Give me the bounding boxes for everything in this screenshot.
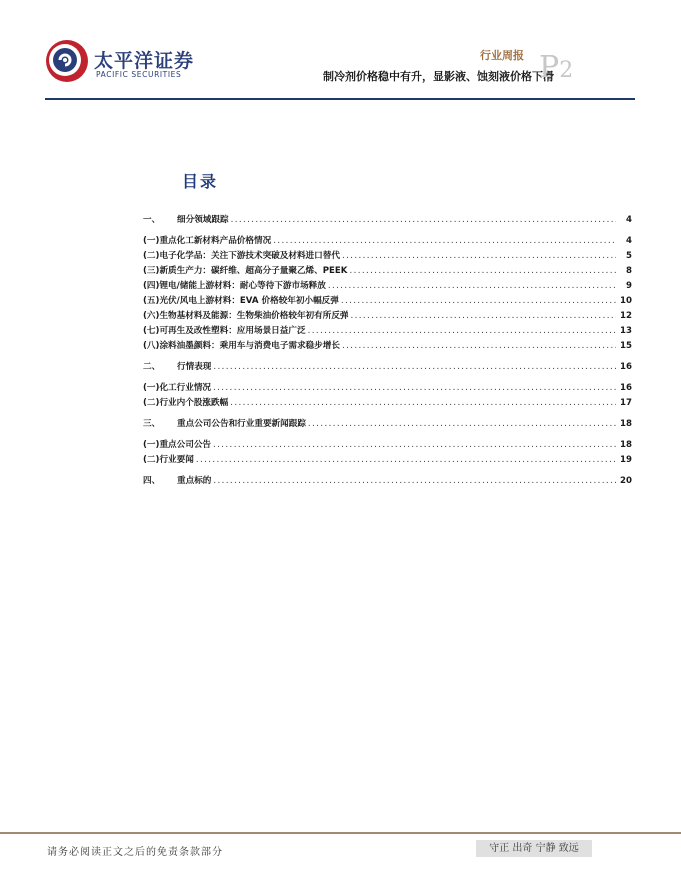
toc-entry-page: 15 [620, 341, 632, 351]
toc-entry-title: 重点公司公告 [159, 440, 212, 450]
toc-entry-title: 电子化学品：关注下游技术突破及材料进口替代 [159, 251, 340, 261]
table-of-contents [143, 210, 632, 486]
toc-entry-page: 20 [620, 476, 632, 486]
toc-entry[interactable] [143, 246, 632, 261]
toc-entry-page: 9 [626, 281, 632, 291]
toc-entry-page: 4 [626, 236, 632, 246]
toc-entry-page: 18 [620, 440, 632, 450]
toc-leader-dots [213, 476, 616, 486]
toc-entry-page: 19 [620, 455, 632, 465]
toc-leader-dots [196, 455, 616, 465]
toc-leader-dots [342, 341, 616, 351]
toc-entry-title: 可再生及改性塑料：应用场景日益广泛 [159, 326, 306, 336]
toc-entry-title: 重点标的 [177, 476, 212, 486]
toc-entry-number: (七) [143, 326, 160, 336]
toc-entry-title: 细分领域跟踪 [177, 215, 229, 225]
toc-entry-number: 三、 [143, 419, 161, 429]
toc-leader-dots [328, 281, 616, 291]
toc-leader-dots [230, 398, 616, 408]
toc-entry-number: 一、 [143, 215, 161, 225]
report-type: 行业周报 [480, 49, 524, 62]
toc-entry[interactable] [143, 471, 632, 486]
toc-entry-title: 新质生产力：碳纤维、超高分子量聚乙烯、PEEK [159, 266, 348, 276]
header-divider [45, 98, 635, 100]
toc-entry-page: 16 [620, 362, 632, 372]
logo-text-en: PACIFIC SECURITIES [96, 70, 182, 79]
toc-entry-title: 重点公司公告和行业重要新闻跟踪 [177, 419, 306, 429]
pacific-securities-logo-icon [44, 38, 90, 84]
page-number-letter: P [539, 50, 560, 85]
toc-leader-dots [341, 296, 616, 306]
toc-entry-title: 涂料油墨颜料：乘用车与消费电子需求稳步增长 [159, 341, 340, 351]
toc-entry-number: (二) [143, 398, 160, 408]
company-logo [44, 38, 204, 88]
toc-entry-number: (一) [143, 440, 160, 450]
toc-entry[interactable] [143, 276, 632, 291]
toc-leader-dots [231, 215, 616, 225]
page-number [539, 50, 573, 85]
toc-entry[interactable] [143, 261, 632, 276]
toc-leader-dots [213, 383, 616, 393]
logo-text-cn: 太平洋证券 [94, 50, 195, 72]
toc-leader-dots [273, 236, 616, 246]
toc-entry[interactable] [143, 450, 632, 465]
toc-entry-number: (二) [143, 251, 160, 261]
toc-leader-dots [213, 362, 616, 372]
toc-entry[interactable] [143, 210, 632, 225]
toc-entry-page: 10 [620, 296, 632, 306]
toc-entry-title: 行情表现 [177, 362, 212, 372]
page-number-digit: 2 [559, 58, 574, 83]
toc-entry[interactable] [143, 231, 632, 246]
toc-entry-number: 四、 [143, 476, 161, 486]
toc-entry-title: 生物基材料及能源：生物柴油价格较年初有所反弹 [159, 311, 349, 321]
toc-entry[interactable] [143, 357, 632, 372]
toc-leader-dots [351, 311, 616, 321]
toc-leader-dots [308, 419, 616, 429]
toc-entry[interactable] [143, 321, 632, 336]
toc-entry[interactable] [143, 306, 632, 321]
toc-entry-page: 13 [620, 326, 632, 336]
toc-entry-number: (二) [143, 455, 160, 465]
toc-leader-dots [349, 266, 616, 276]
footer-motto: 守正 出奇 宁静 致远 [476, 840, 592, 857]
toc-entry-number: 二、 [143, 362, 161, 372]
toc-entry-page: 8 [626, 266, 632, 276]
toc-entry-page: 16 [620, 383, 632, 393]
toc-leader-dots [308, 326, 616, 336]
toc-entry-title: 行业要闻 [159, 455, 194, 465]
toc-entry-page: 4 [626, 215, 632, 225]
toc-entry-number: (六) [143, 311, 160, 321]
toc-entry-title: 重点化工新材料产品价格情况 [159, 236, 272, 246]
toc-entry-number: (一) [143, 383, 160, 393]
toc-entry-page: 5 [626, 251, 632, 261]
toc-entry[interactable] [143, 378, 632, 393]
footer-divider [0, 832, 681, 834]
toc-entry-number: (四) [143, 281, 160, 291]
report-title: 制冷剂价格稳中有升，显影液、蚀刻液价格下滑 [323, 70, 554, 83]
toc-entry[interactable] [143, 291, 632, 306]
toc-entry[interactable] [143, 393, 632, 408]
toc-leader-dots [342, 251, 616, 261]
toc-entry[interactable] [143, 336, 632, 351]
toc-entry-page: 18 [620, 419, 632, 429]
toc-entry-page: 12 [620, 311, 632, 321]
toc-leader-dots [213, 440, 616, 450]
footer-disclaimer: 请务必阅读正文之后的免责条款部分 [47, 847, 223, 858]
toc-entry-number: (一) [143, 236, 160, 246]
toc-entry-number: (三) [143, 266, 160, 276]
toc-entry-title: 光伏/风电上游材料：EVA 价格较年初小幅反弹 [159, 296, 339, 306]
toc-entry-title: 行业内个股涨跌幅 [159, 398, 229, 408]
toc-heading: 目录 [182, 172, 219, 191]
toc-entry[interactable] [143, 414, 632, 429]
toc-entry-page: 17 [620, 398, 632, 408]
toc-entry-number: (五) [143, 296, 160, 306]
toc-entry[interactable] [143, 435, 632, 450]
toc-entry-number: (八) [143, 341, 160, 351]
toc-entry-title: 化工行业情况 [159, 383, 212, 393]
toc-entry-title: 锂电/储能上游材料：耐心等待下游市场释放 [159, 281, 326, 291]
